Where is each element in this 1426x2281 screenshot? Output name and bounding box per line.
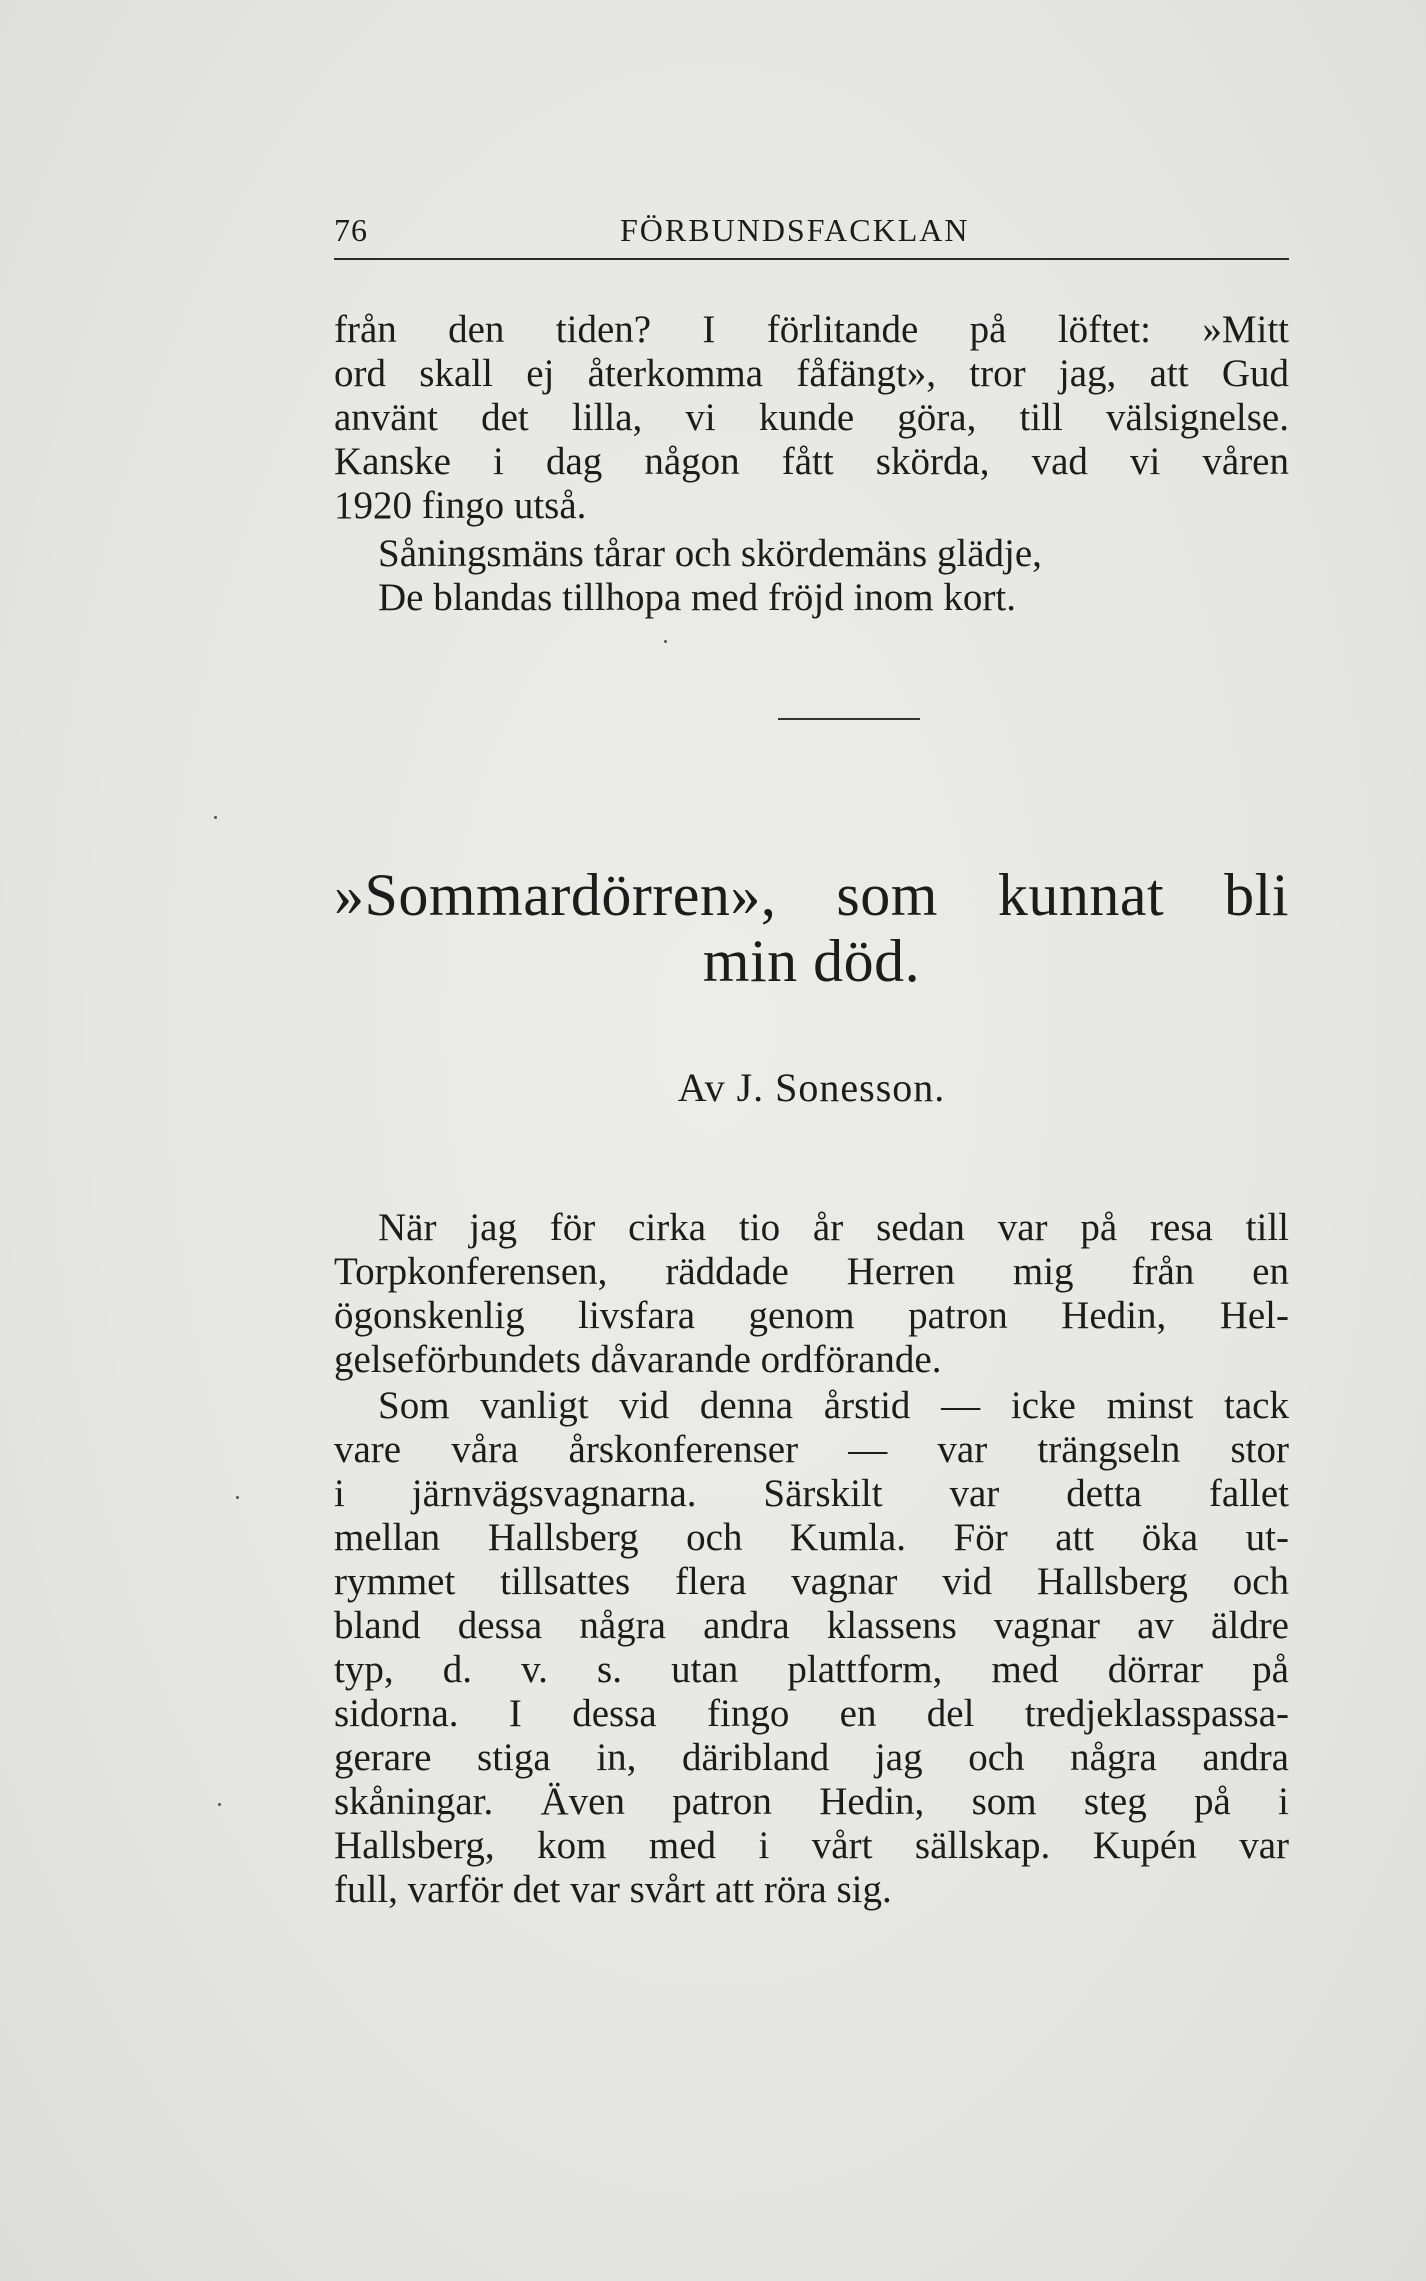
text-line: vare våra årskonferenser — var trängseln stor <box>334 1428 1289 1471</box>
text-line: 1920 fingo utså. <box>334 484 587 527</box>
paper-speck <box>236 1496 239 1499</box>
paper-speck <box>664 640 667 643</box>
section-divider <box>778 718 920 720</box>
text-line: gerare stiga in, däribland jag och några andra <box>334 1736 1289 1779</box>
text-line: rymmet tillsattes flera vagnar vid Hallsberg och <box>334 1560 1289 1603</box>
text-line: Torpkonferensen, räddade Herren mig från en <box>334 1250 1289 1293</box>
text-line: sidorna. I dessa fingo en del tredjeklasspassa- <box>334 1692 1289 1735</box>
text-line: Som vanligt vid denna årstid — icke minst tack <box>378 1384 1289 1427</box>
verse-line: Såningsmäns tårar och skördemäns glädje, <box>378 532 1042 575</box>
text-line: typ, d. v. s. utan plattform, med dörrar på <box>334 1648 1289 1691</box>
running-head <box>334 208 1289 260</box>
text-line: från den tiden? I förlitande på löftet: »Mitt <box>334 308 1289 351</box>
paper-speck <box>218 1803 221 1806</box>
article-title <box>334 862 1289 994</box>
paragraph-body <box>334 1384 1289 1912</box>
verse-line: De blandas tillhopa med fröjd inom kort. <box>378 576 1016 619</box>
text-line: använt det lilla, vi kunde göra, till välsignelse. <box>334 396 1289 439</box>
verse-quote <box>334 532 1289 620</box>
text-line: gelseförbundets dåvarande ordförande. <box>334 1338 942 1381</box>
paragraph-intro <box>334 1206 1289 1382</box>
text-line: När jag för cirka tio år sedan var på resa till <box>378 1206 1289 1249</box>
journal-title: FÖRBUNDSFACKLAN <box>620 212 970 248</box>
paper-speck <box>214 816 217 819</box>
text-line: Hallsberg, kom med i vårt sällskap. Kupén var <box>334 1824 1289 1867</box>
text-line: full, varför det var svårt att röra sig. <box>334 1868 892 1911</box>
title-line: min död. <box>702 928 921 994</box>
author-byline: Av J. Sonesson. <box>677 1065 946 1110</box>
text-line: skåningar. Även patron Hedin, som steg på i <box>334 1780 1289 1823</box>
paragraph-closing <box>334 308 1289 528</box>
text-line: i järnvägsvagnarna. Särskilt var detta fallet <box>334 1472 1289 1515</box>
text-line: Kanske i dag någon fått skörda, vad vi våren <box>334 440 1289 483</box>
text-line: ögonskenlig livsfara genom patron Hedin, Hel- <box>334 1294 1289 1337</box>
title-line: »Sommardörren», som kunnat bli <box>334 862 1289 928</box>
text-line: bland dessa några andra klassens vagnar av äldre <box>334 1604 1289 1647</box>
page-number: 76 <box>334 212 368 248</box>
text-line: mellan Hallsberg och Kumla. För att öka ut- <box>334 1516 1289 1559</box>
text-line: ord skall ej återkomma fåfängt», tror jag, att Gud <box>334 352 1289 395</box>
